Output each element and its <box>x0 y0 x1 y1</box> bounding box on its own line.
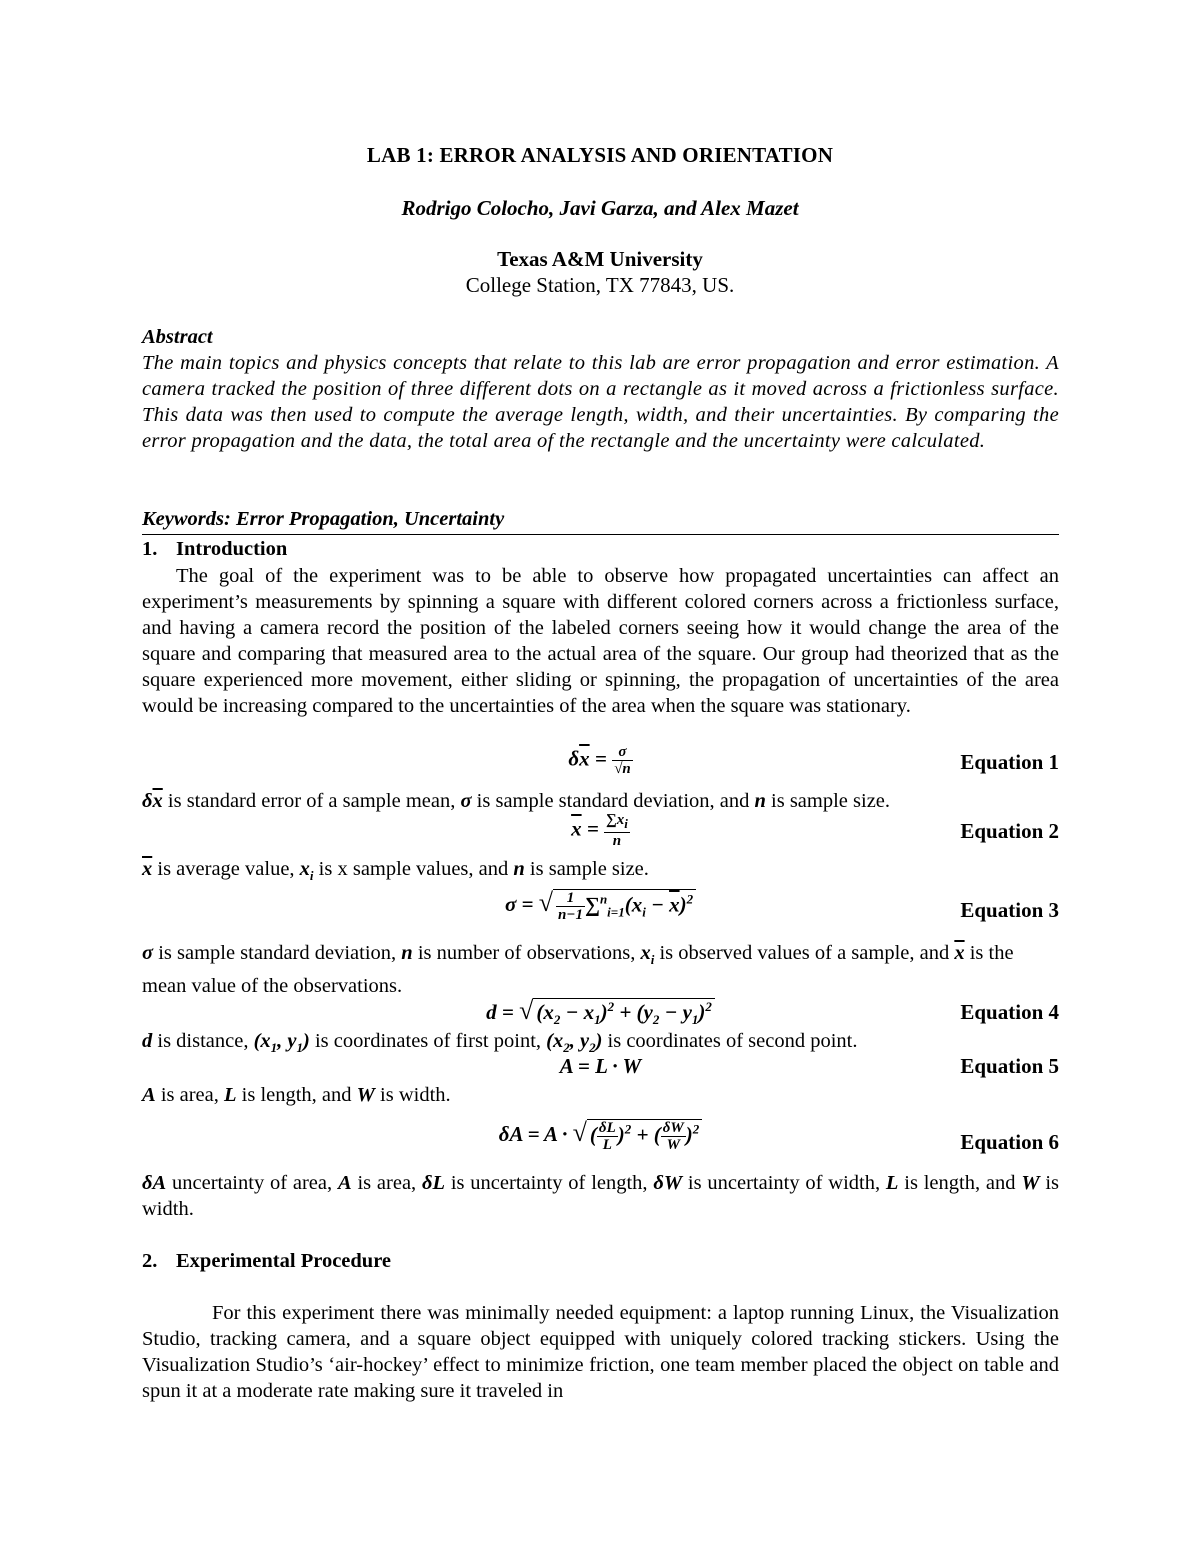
abstract-text: The main topics and physics concepts that relate to this lab are error propagation and error estimation. A camera tracked the position of three different dots on a rectangle as it moved across a frictionless surface. This data was then used to compute the average length, width, and their uncertainties. By comparing the error propagation and the data, the total area of the rectangle and the uncertainty were calculated. <box>142 352 1059 452</box>
equation-2-label: Equation 2 <box>960 819 1059 843</box>
equation-2-description: $\overline{x}$ is average value, $x_i$ is x sample values, and n is sample size. <box>142 858 649 884</box>
intro-paragraph: The goal of the experiment was to be able to observe how propagated uncertainties can affect an experiment’s measurements by spinning a square with different colored corners across a frictionless surface, and having a camera record the position of the labeled corners seeing how it would change the area of the square and comparing that measured area to the actual area of the square. Our group had theorized that as the square experienced more movement, either sliding or spinning, the propagation of uncertainties of the area would be increasing compared to the uncertainties of the area when the square was stationary. <box>142 565 1059 717</box>
section-heading-introduction <box>142 536 1059 562</box>
equation-4-description: d is distance, ($x_1$, $y_1$) is coordinates of first point, ($x_2$, $y_2$) is coordinates of second point. <box>142 1030 858 1056</box>
equation-3-description: σ is sample standard deviation, n is number of observations, $x_i$ is observed values of a sample, and $\overline{x}$ is the mean value of the observations. <box>142 942 1014 998</box>
section-title: Introduction <box>176 538 288 560</box>
section-heading-procedure <box>142 1248 1059 1274</box>
section-number: 2. <box>142 1250 158 1272</box>
keywords: Keywords: Error Propagation, Uncertainty <box>142 508 505 530</box>
equation-4-math: d = √ $(x_2 - x_1)^2 + (y_2 - y_1)^2$ <box>142 996 1059 1028</box>
equation-6-label: Equation 6 <box>960 1130 1059 1154</box>
equation-2-math: $\overline{x}$ = $\frac{\sum x_i}{n}$ <box>571 812 628 849</box>
equation-3-math: σ = √ $\frac{1}{n-1}$ $\sum^n_{i=1}(x_i - \overline{x})^2$ <box>142 888 1059 923</box>
equation-6 <box>142 1112 1059 1168</box>
paper-affiliation: Texas A&M University <box>497 247 703 271</box>
section-number: 1. <box>142 538 158 560</box>
section-title: Experimental Procedure <box>176 1250 392 1272</box>
equation-1-description: $\delta\overline{x}$ is standard error of a sample mean, σ is sample standard deviation, and n is sample size. <box>142 790 891 812</box>
equation-5-math: A = L · W <box>559 1054 642 1078</box>
equation-6-math: δA = A · √ ( $\frac{\delta L}{L}$ )$^2$ + ( $\frac{\delta W}{W}$ )$^2$ <box>142 1118 1059 1153</box>
equation-1-math: $\delta\overline{x}$ = $\frac{\sigma}{√n}$ <box>568 744 631 777</box>
equation-3 <box>142 882 1059 934</box>
equation-2 <box>142 812 1059 852</box>
keywords-divider <box>142 534 1059 535</box>
equation-1-label: Equation 1 <box>960 750 1059 774</box>
equation-6-description: δA uncertainty of area, A is area, δL is uncertainty of length, δW is uncertainty of width, L is length, and W is width. <box>142 1172 1060 1220</box>
equation-5-label: Equation 5 <box>960 1054 1059 1078</box>
equation-3-label: Equation 3 <box>960 898 1059 922</box>
equation-5 <box>142 1054 1059 1082</box>
procedure-paragraph: For this experiment there was minimally needed equipment: a laptop running Linux, the Visualization Studio, tracking camera, and a square object equipped with uniquely colored tracking stickers. Using the Visualization Studio’s ‘air-hockey’ effect to minimize friction, one team member placed the object on table and spun it at a moderate rate making sure it traveled in <box>142 1302 1059 1402</box>
equation-4-label: Equation 4 <box>960 1000 1059 1024</box>
equation-1 <box>142 744 1059 784</box>
paper-authors: Rodrigo Colocho, Javi Garza, and Alex Mazet <box>401 196 799 220</box>
paper-title: LAB 1: ERROR ANALYSIS AND ORIENTATION <box>366 143 834 167</box>
paper-address: College Station, TX 77843, US. <box>465 273 735 297</box>
abstract-heading: Abstract <box>142 326 213 348</box>
equation-5-description: A is area, L is length, and W is width. <box>142 1084 451 1106</box>
